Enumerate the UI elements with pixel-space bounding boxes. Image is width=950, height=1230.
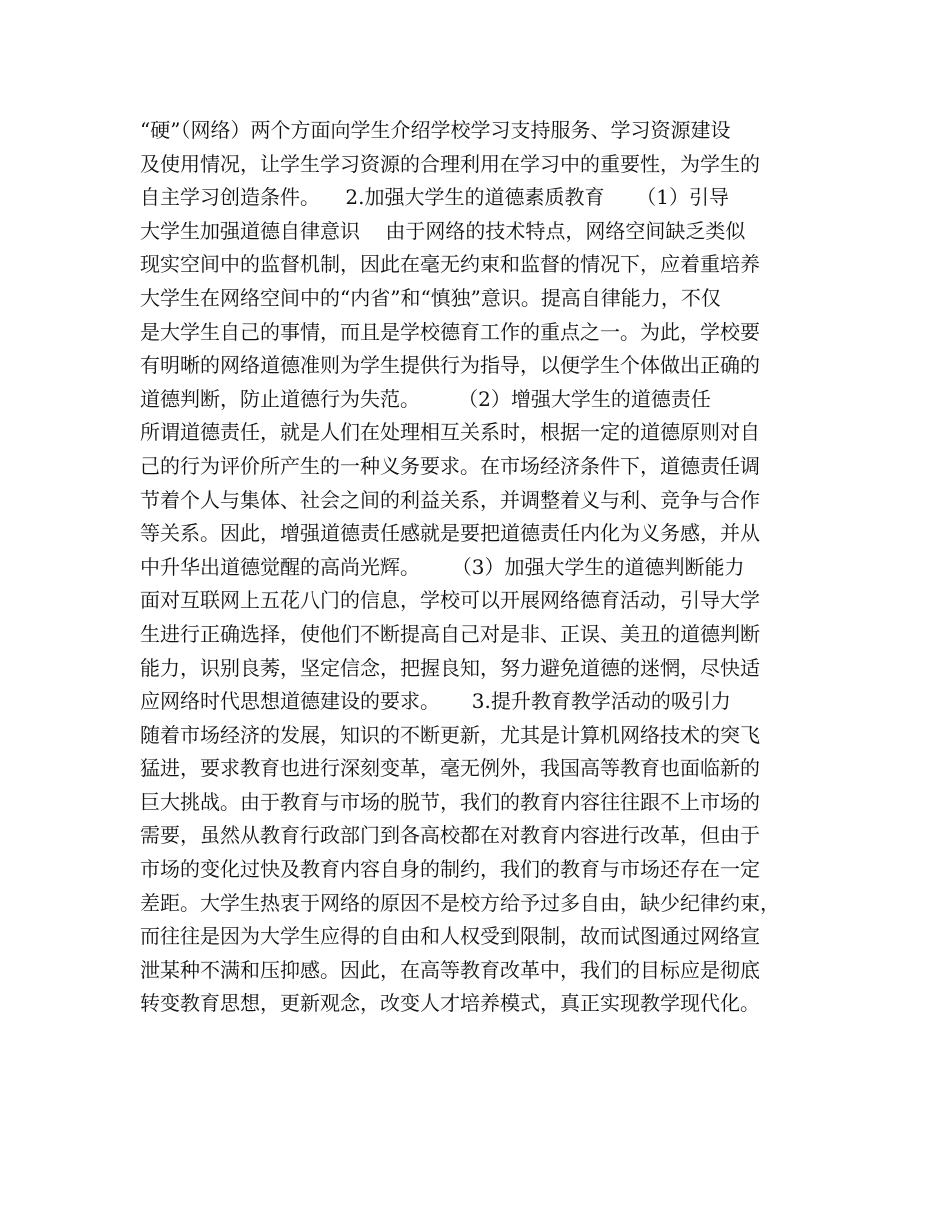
text-line: 转变教育思想，更新观念，改变人才培养模式，真正实现教学现代化。 bbox=[140, 991, 760, 1016]
body-text bbox=[140, 114, 830, 1021]
text-line: 应网络时代思想道德建设的要求。 3.提升教育教学活动的吸引力 bbox=[140, 689, 731, 714]
text-line: 道德判断，防止道德行为失范。 （2）增强大学生的道德责任 bbox=[140, 386, 711, 411]
text-line: 中升华出道德觉醒的高尚光辉。 （3）加强大学生的道德判断能力 bbox=[140, 554, 745, 579]
text-line: 随着市场经济的发展，知识的不断更新，尤其是计算机网络技术的突飞 bbox=[140, 722, 760, 747]
text-line: 面对互联网上五花八门的信息，学校可以开展网络德育活动，引导大学 bbox=[140, 588, 760, 613]
text-line: 猛进，要求教育也进行深刻变革，毫无例外，我国高等教育也面临新的 bbox=[140, 756, 760, 781]
text-line: 巨大挑战。由于教育与市场的脱节，我们的教育内容往往跟不上市场的 bbox=[140, 789, 760, 814]
text-line: 泄某种不满和压抑感。因此，在高等教育改革中，我们的目标应是彻底 bbox=[140, 957, 760, 982]
text-line: “硬”（网络）两个方面向学生介绍学校学习支持服务、学习资源建设 bbox=[140, 118, 731, 142]
text-line: 是大学生自己的事情，而且是学校德育工作的重点之一。为此，学校要 bbox=[140, 319, 760, 344]
text-line: 大学生在网络空间中的“内省”和“慎独”意识。提高自律能力，不仅 bbox=[140, 285, 721, 310]
text-line: 能力，识别良莠，坚定信念，把握良知，努力避免道德的迷惘，尽快适 bbox=[140, 655, 760, 680]
text-line: 大学生加强道德自律意识 由于网络的技术特点，网络空间缺乏类似 bbox=[140, 218, 746, 243]
text-line: 市场的变化过快及教育内容自身的制约，我们的教育与市场还存在一定 bbox=[140, 857, 760, 882]
text-line: 有明晰的网络道德准则为学生提供行为指导，以便学生个体做出正确的 bbox=[140, 353, 760, 378]
text-line: 需要，虽然从教育行政部门到各高校都在对教育内容进行改革，但由于 bbox=[140, 823, 760, 848]
text-line: 自主学习创造条件。 2.加强大学生的道德素质教育 （1）引导 bbox=[140, 185, 730, 210]
text-line: 生进行正确选择，使他们不断提高自己对是非、正误、美丑的道德判断 bbox=[140, 621, 760, 646]
text-line: 等关系。因此，增强道德责任感就是要把道德责任内化为义务感，并从 bbox=[140, 521, 760, 546]
text-line: 差距。大学生热衷于网络的原因不是校方给予过多自由，缺少纪律约束， bbox=[140, 890, 780, 915]
text-line: 己的行为评价所产生的一种义务要求。在市场经济条件下，道德责任调 bbox=[140, 453, 760, 478]
text-line: 节着个人与集体、社会之间的利益关系，并调整着义与利、竞争与合作 bbox=[140, 487, 760, 512]
text-line: 及使用情况，让学生学习资源的合理利用在学习中的重要性，为学生的 bbox=[140, 151, 760, 176]
text-line: 而往往是因为大学生应得的自由和人权受到限制，故而试图通过网络宣 bbox=[140, 924, 760, 949]
text-line: 现实空间中的监督机制，因此在毫无约束和监督的情况下，应着重培养 bbox=[140, 252, 760, 277]
text-line: 所谓道德责任，就是人们在处理相互关系时，根据一定的道德原则对自 bbox=[140, 420, 760, 445]
